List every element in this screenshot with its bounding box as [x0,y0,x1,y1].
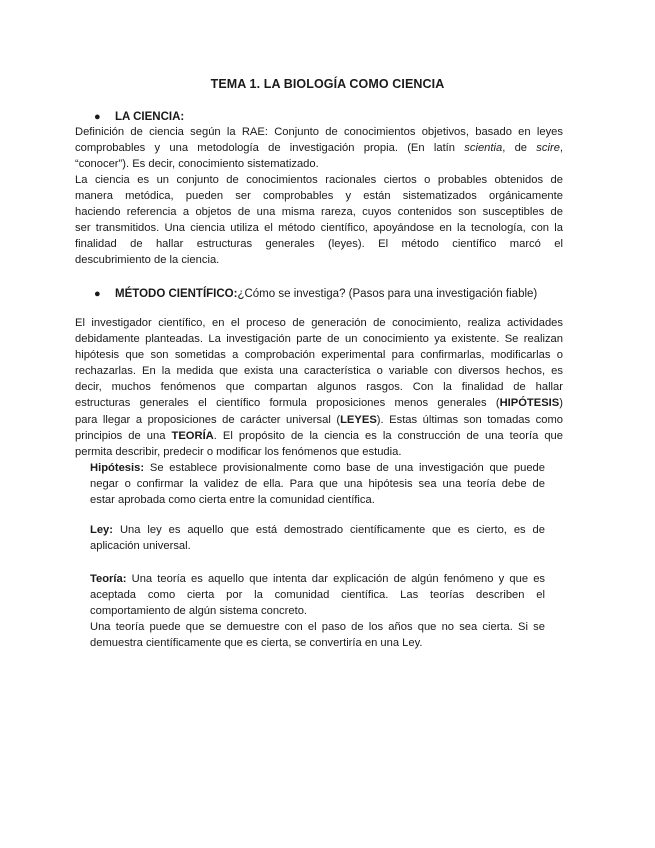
text-line: La ciencia es un conjunto de conocimientos racionales ciertos o probables obtenidos de [75,174,563,186]
text-line: hipótesis que son sometidas a comprobación experimental para confirmarlas, modificarlas o [75,349,563,362]
section-subheading: ¿Cómo se investiga? (Pasos para una investigación fiable) [237,288,538,300]
definition-term: Ley: [90,524,114,536]
definition-hipotesis [90,460,545,508]
latin-word: scire [536,142,560,155]
text-line: comportamiento de algún sistema concreto. [90,605,308,618]
latin-word: scientia [464,142,503,155]
text-line: rechazarlas. En la medida que exista una característica o variable con diversos hechos, es [75,365,563,378]
text-line: Una teoría puede que se demuestre con el paso de los años que no sea cierta. Si se [90,621,545,634]
keyword-leyes: LEYES [340,413,377,426]
text-line: “conocer”). Es decir, conocimiento sistematizado. [75,158,319,171]
text-line: permita describir, predecir o modificar los fenómenos que estudia. [75,445,402,458]
text-line: ser transmitidos. Una ciencia utiliza el método científico, apoyándose en la tecnología, con la [75,222,563,235]
text-line: comprobables y una metodología de investigación propia. (En latín scientia, de scire, [75,142,564,155]
text-line: demuestra científicamente que es cierta, se convertiría en una Ley. [90,637,423,650]
definition-term: Hipótesis: [90,462,145,474]
text-line: El investigador científico, en el proceso de generación de conocimiento, realiza actividades [75,317,563,329]
text-line: manera metódica, pueden ser comprobables y están sistematizados orgánicamente [75,190,563,203]
text-line: aceptada como cierta por la comunidad científica. Las teorías describen el [90,589,545,602]
page-title: TEMA 1. LA BIOLOGÍA COMO CIENCIA [210,77,445,91]
text-line: para llegar a proposiciones de carácter universal (LEYES). Estas últimas son tomadas como [75,413,563,426]
bullet-icon: ● [94,111,101,123]
text-line: descubrimiento de la ciencia. [75,254,220,267]
bullet-icon: ● [94,288,101,300]
text-line: Hipótesis: Se establece provisionalmente como base de una investigación que puede [90,462,545,474]
text-line: decir, muchos fenómenos que compartan algunos rasgos. Con la finalidad de hallar [75,381,563,394]
text-line: debidamente planteadas. La investigación parte de un conocimiento ya existente. Se realizan [75,333,563,346]
paragraph-definicion-rae [75,124,563,172]
text-line: negar o confirmar la validez de ella. Para que una hipótesis sea una teoría debe de [90,478,545,491]
text-line: Ley: Una ley es aquello que está demostrado científicamente que es cierto, es de [90,524,546,536]
text-line: finalidad de hallar estructuras generales (leyes). El método científico marcó el [75,238,563,251]
text-line: aplicación universal. [90,540,191,553]
section-heading-label: MÉTODO CIENTÍFICO: [115,288,238,300]
text-line: Teoría: Una teoría es aquello que intenta dar explicación de algún fenómeno y que es [90,573,546,585]
text-line: principios de una TEORÍA. El propósito de la ciencia es la construcción de una teoría que [75,429,563,442]
paragraph-ciencia-conjunto [75,172,563,269]
definition-ley [90,522,545,554]
text-line: estar aprobada como cierta entre la comunidad científica. [90,494,375,507]
keyword-hipotesis: HIPÓTESIS [499,397,560,410]
paragraph-investigador [75,315,563,460]
text-line: estructuras generales el científico formula proposiciones menos generales (HIPÓTESIS) [75,397,563,410]
keyword-teoria: TEORÍA [171,429,214,442]
definition-term: Teoría: [90,573,127,585]
definition-teoria [90,571,545,651]
text-line: Definición de ciencia según la RAE: Conjunto de conocimientos objetivos, basado en leyes [75,126,563,138]
text-line: haciendo referencia a objetos de una misma rareza, cuyos contenidos son susceptibles de [75,206,563,219]
section-heading-label: LA CIENCIA: [115,111,185,123]
